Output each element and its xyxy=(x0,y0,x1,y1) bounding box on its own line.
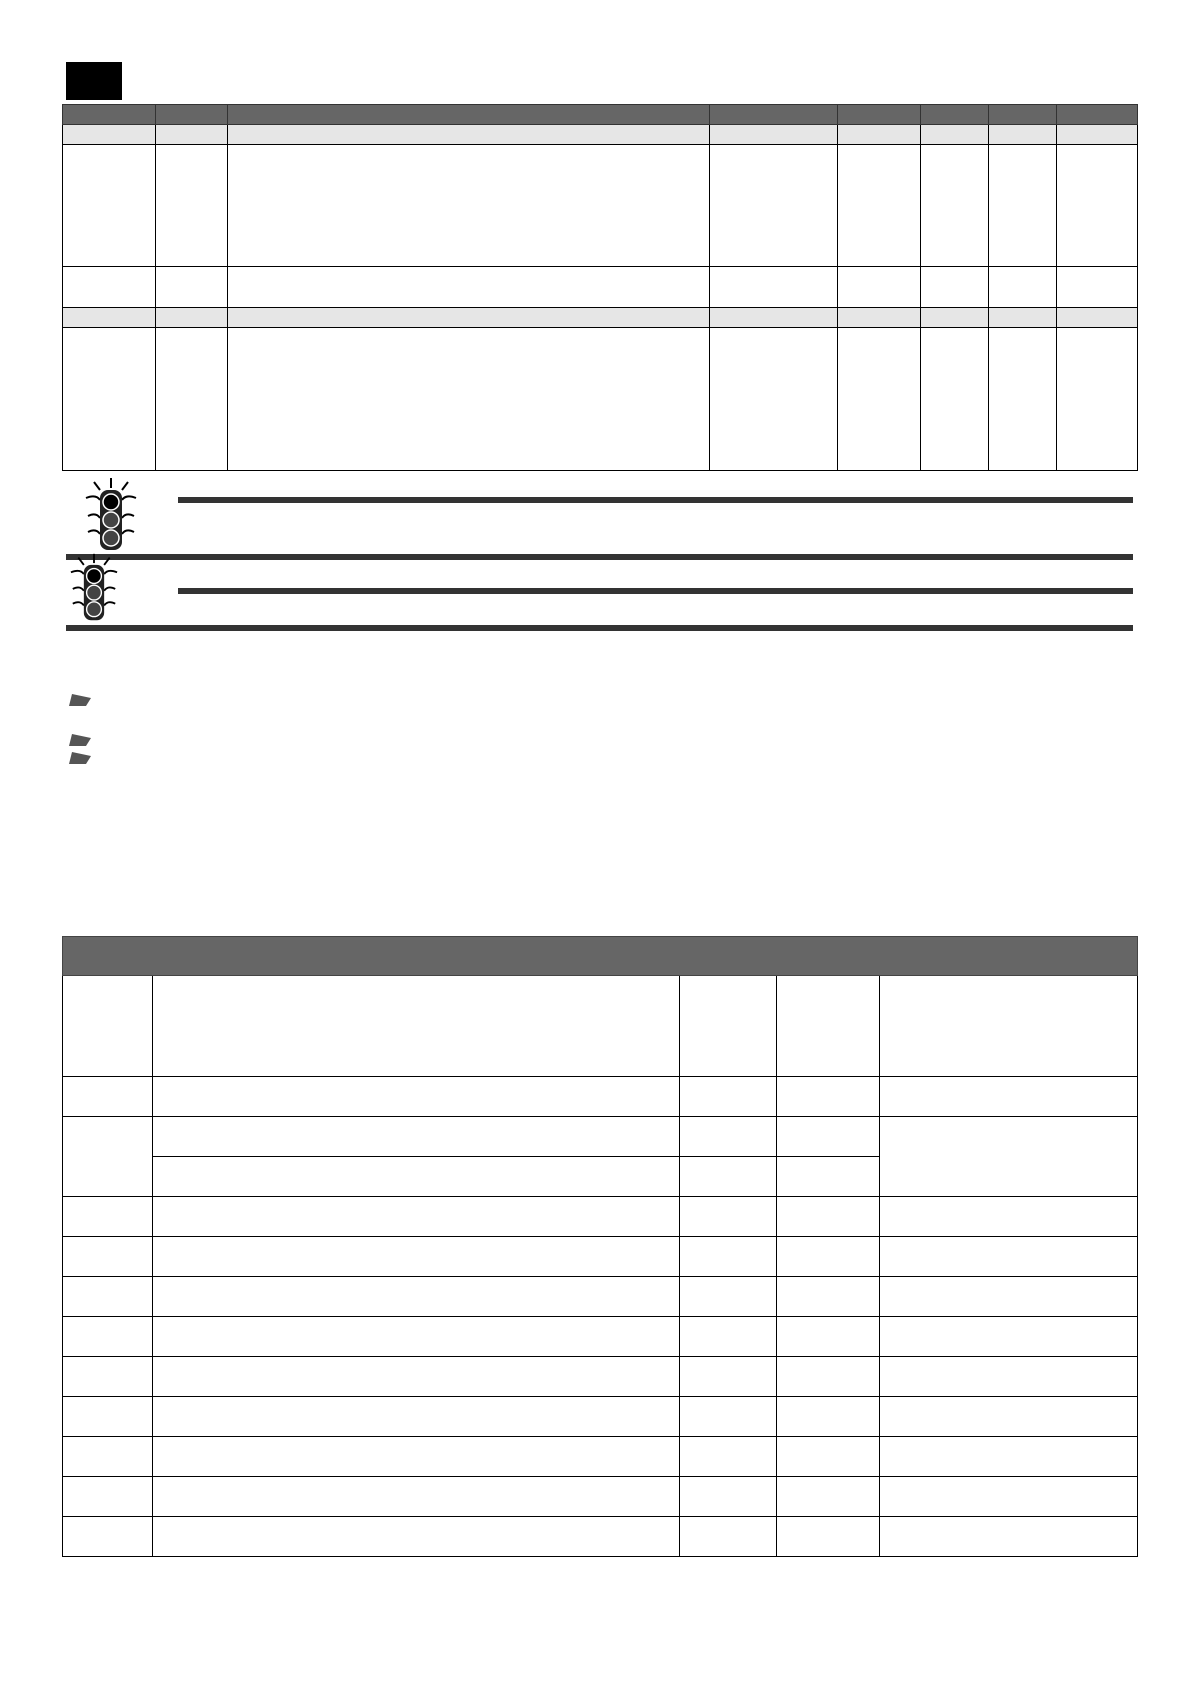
table-cell xyxy=(710,267,838,308)
table-cell xyxy=(63,1517,153,1557)
table-cell xyxy=(680,1317,777,1357)
bottom-table-title-row xyxy=(63,937,1138,976)
table-cell xyxy=(63,145,156,267)
table-cell xyxy=(228,125,710,145)
parameter-table xyxy=(62,104,1138,471)
table-cell xyxy=(153,1477,680,1517)
table-cell xyxy=(838,308,921,328)
table-cell xyxy=(838,267,921,308)
table-cell xyxy=(153,1357,680,1397)
header-cell xyxy=(838,105,921,125)
table-cell xyxy=(156,145,228,267)
table-cell xyxy=(880,1117,1138,1197)
table-cell xyxy=(63,267,156,308)
table-cell xyxy=(680,1077,777,1117)
table-cell xyxy=(228,145,710,267)
table-cell xyxy=(1057,267,1138,308)
warning-bottom-rule xyxy=(66,625,1133,631)
table-row xyxy=(63,1477,1138,1517)
table-cell xyxy=(156,125,228,145)
table-row xyxy=(63,1277,1138,1317)
table-cell xyxy=(921,328,989,471)
table-cell xyxy=(680,1237,777,1277)
table-cell xyxy=(153,1077,680,1117)
table-cell xyxy=(777,1117,880,1157)
table-cell xyxy=(710,125,838,145)
table-cell xyxy=(63,1237,153,1277)
table-cell xyxy=(228,308,710,328)
table-cell xyxy=(153,1117,680,1157)
table-cell xyxy=(1057,328,1138,471)
table-cell xyxy=(777,1277,880,1317)
table-cell xyxy=(153,1237,680,1277)
table-row xyxy=(63,145,1138,267)
table-cell xyxy=(63,125,156,145)
table-cell xyxy=(680,1437,777,1477)
table-cell xyxy=(880,1317,1138,1357)
table-cell xyxy=(880,1517,1138,1557)
table-cell xyxy=(1057,125,1138,145)
table-cell xyxy=(838,145,921,267)
table-group-row xyxy=(63,308,1138,328)
table-cell xyxy=(153,1437,680,1477)
table-cell xyxy=(880,1437,1138,1477)
table-row xyxy=(63,1237,1138,1277)
bottom-table-title xyxy=(63,937,1138,976)
table-cell xyxy=(153,1517,680,1557)
parameter-table-header xyxy=(63,105,1138,125)
header-cell xyxy=(921,105,989,125)
table-cell xyxy=(838,328,921,471)
table-row xyxy=(63,1077,1138,1117)
table-cell xyxy=(680,1477,777,1517)
table-cell xyxy=(228,328,710,471)
table-row xyxy=(63,1317,1138,1357)
table-cell xyxy=(777,1237,880,1277)
table-cell xyxy=(921,145,989,267)
warning-bottom-rule xyxy=(66,554,1133,560)
table-cell xyxy=(63,1117,153,1197)
table-cell xyxy=(228,267,710,308)
table-cell xyxy=(921,267,989,308)
arrow-bullet-icon xyxy=(68,751,92,765)
table-cell xyxy=(777,1197,880,1237)
header-cell xyxy=(1057,105,1138,125)
table-cell xyxy=(680,1117,777,1157)
table-cell xyxy=(777,1517,880,1557)
table-cell xyxy=(63,1317,153,1357)
table-cell xyxy=(63,1277,153,1317)
table-cell xyxy=(989,328,1057,471)
header-cell xyxy=(153,976,680,1077)
header-cell xyxy=(63,976,153,1077)
table-cell xyxy=(921,125,989,145)
table-cell xyxy=(153,1197,680,1237)
table-cell xyxy=(153,1397,680,1437)
table-cell xyxy=(777,1357,880,1397)
table-row xyxy=(63,1517,1138,1557)
table-cell xyxy=(680,1197,777,1237)
table-cell xyxy=(777,1157,880,1197)
table-cell xyxy=(1057,308,1138,328)
table-cell xyxy=(710,145,838,267)
table-cell xyxy=(156,328,228,471)
table-cell xyxy=(156,308,228,328)
traffic-light-icon xyxy=(58,552,130,624)
table-cell xyxy=(680,1277,777,1317)
table-group-row xyxy=(63,125,1138,145)
warning-top-rule xyxy=(178,588,1133,594)
table-cell xyxy=(153,1317,680,1357)
table-cell xyxy=(63,1477,153,1517)
arrow-bullet-icon xyxy=(68,733,92,747)
table-cell xyxy=(880,1237,1138,1277)
header-cell xyxy=(63,105,156,125)
table-cell xyxy=(63,1397,153,1437)
table-cell xyxy=(153,1157,680,1197)
bottom-table-header-row xyxy=(63,976,1138,1077)
table-row xyxy=(63,1117,1138,1157)
bottom-table xyxy=(62,936,1138,1557)
table-cell xyxy=(680,1517,777,1557)
table-cell xyxy=(63,328,156,471)
header-cell xyxy=(156,105,228,125)
table-row xyxy=(63,1437,1138,1477)
table-cell xyxy=(710,328,838,471)
header-cell xyxy=(710,105,838,125)
header-cell xyxy=(228,105,710,125)
table-cell xyxy=(680,1397,777,1437)
table-cell xyxy=(880,1397,1138,1437)
table-cell xyxy=(777,1397,880,1437)
traffic-light-icon xyxy=(72,476,150,554)
table-cell xyxy=(989,145,1057,267)
table-cell xyxy=(777,1437,880,1477)
table-cell xyxy=(63,1357,153,1397)
table-cell xyxy=(880,1077,1138,1117)
table-row xyxy=(63,267,1138,308)
table-cell xyxy=(989,125,1057,145)
table-cell xyxy=(777,1077,880,1117)
table-cell xyxy=(63,1197,153,1237)
table-cell xyxy=(777,1317,880,1357)
table-cell xyxy=(880,1477,1138,1517)
table-row xyxy=(63,1397,1138,1437)
table-cell xyxy=(63,1437,153,1477)
table-cell xyxy=(921,308,989,328)
table-cell xyxy=(156,267,228,308)
table-cell xyxy=(880,1357,1138,1397)
table-cell xyxy=(680,1157,777,1197)
table-cell xyxy=(153,1277,680,1317)
table-cell xyxy=(710,308,838,328)
header-cell xyxy=(989,105,1057,125)
table-row xyxy=(63,1357,1138,1397)
header-cell xyxy=(880,976,1138,1077)
table-row xyxy=(63,328,1138,471)
table-cell xyxy=(1057,145,1138,267)
warning-top-rule xyxy=(178,497,1133,503)
table-cell xyxy=(989,308,1057,328)
table-cell xyxy=(989,267,1057,308)
language-badge xyxy=(66,62,122,100)
table-cell xyxy=(880,1277,1138,1317)
table-row xyxy=(63,1197,1138,1237)
header-cell xyxy=(777,976,880,1077)
table-cell xyxy=(838,125,921,145)
header-cell xyxy=(680,976,777,1077)
table-cell xyxy=(63,1077,153,1117)
table-cell xyxy=(880,1197,1138,1237)
arrow-bullet-icon xyxy=(68,693,92,707)
table-cell xyxy=(680,1357,777,1397)
table-cell xyxy=(777,1477,880,1517)
table-cell xyxy=(63,308,156,328)
